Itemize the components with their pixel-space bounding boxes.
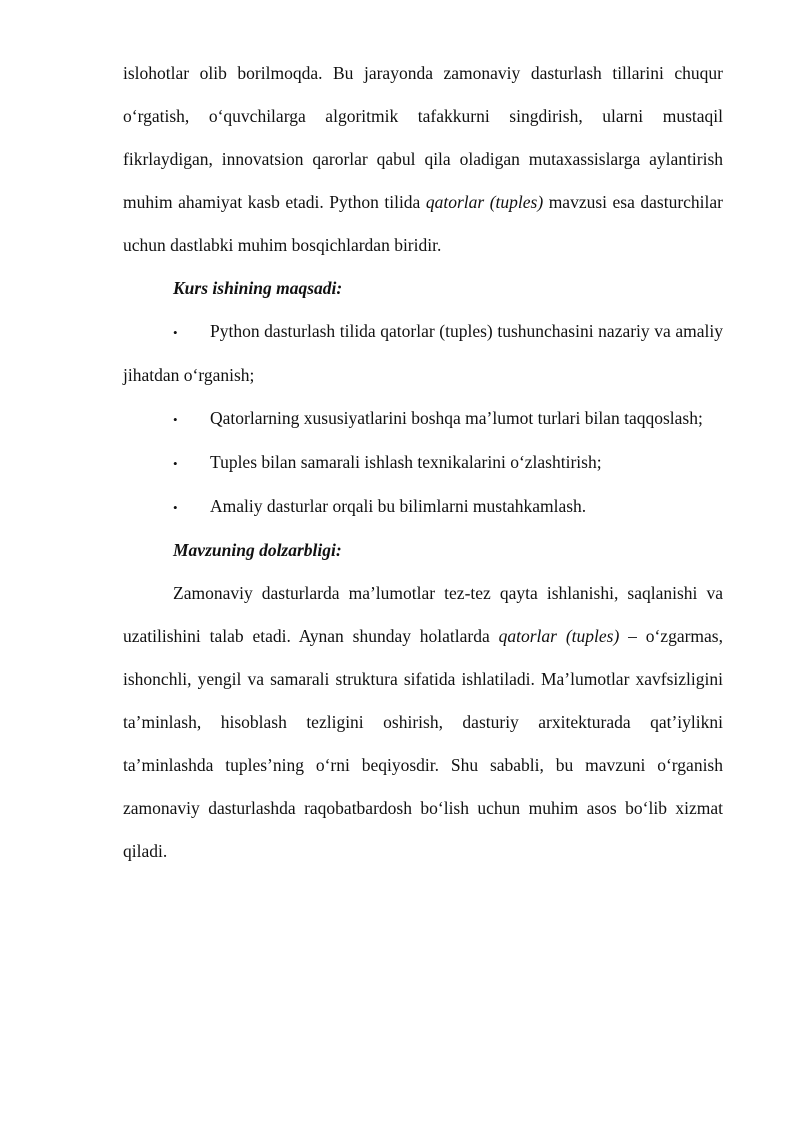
goal-heading: Kurs ishining maqsadi:	[173, 278, 343, 298]
intro-text-2: mavzusi esa dasturchilar uchun dastlabki muhim bosqichlardan biridir.	[123, 192, 723, 255]
goal-list-item-text: Tuples bilan samarali ishlash texnikalarini o‘zlashtirish;	[210, 452, 602, 472]
bullet-icon: •	[173, 412, 178, 427]
intro-text-1: islohotlar olib borilmoqda. Bu jarayonda zamonaviy dasturlash tillarini chuqur o‘rgatish, o‘quvchilarga algoritmik tafakkurni singdirish, ularni mustaqil fikrlaydigan, innovatsion qarorlar qabul qila oladigan mutaxassislarga aylantirish muhim ahamiyat kasb etadi. Python tilida	[123, 63, 723, 212]
goal-list-item	[123, 441, 723, 485]
relevance-text-2: – o‘zgarmas, ishonchli, yengil va samarali struktura sifatida ishlatiladi. Ma’lumotlar xavfsizligini ta’minlash, hisoblash tezligini oshirish, dasturiy arxitekturada qat’iylikni ta’minlashda tuples’ning o‘rni beqiyosdir. Shu sababli, bu mavzuni o‘rganish zamonaviy dasturlashda raqobatbardosh bo‘lish uchun muhim asos bo‘lib xizmat qiladi.	[123, 626, 723, 861]
bullet-icon: •	[173, 456, 178, 471]
goal-list-item-text: Python dasturlash tilida qatorlar (tuples) tushunchasini nazariy va amaliy jihatdan o‘rganish;	[123, 321, 723, 385]
relevance-italic-term: qatorlar (tuples)	[498, 626, 620, 646]
relevance-text-1: Zamonaviy dasturlarda ma’lumotlar tez-tez qayta ishlanishi, saqlanishi va uzatilishini talab etadi. Aynan shunday holatlarda	[123, 583, 723, 646]
bullet-icon: •	[173, 500, 178, 515]
goal-list-item	[123, 310, 723, 397]
goal-list-item-text: Amaliy dasturlar orqali bu bilimlarni mustahkamlash.	[210, 496, 587, 516]
bullet-icon: •	[173, 325, 178, 340]
goal-list-item	[123, 397, 723, 441]
relevance-paragraph	[123, 572, 723, 873]
document-page	[123, 52, 723, 873]
goal-list-item-text: Qatorlarning xususiyatlarini boshqa ma’lumot turlari bilan taqqoslash;	[210, 408, 703, 428]
relevance-heading: Mavzuning dolzarbligi:	[173, 540, 342, 560]
intro-italic-term: qatorlar (tuples)	[425, 192, 544, 212]
intro-paragraph	[123, 52, 723, 267]
goal-list-item	[123, 485, 723, 529]
